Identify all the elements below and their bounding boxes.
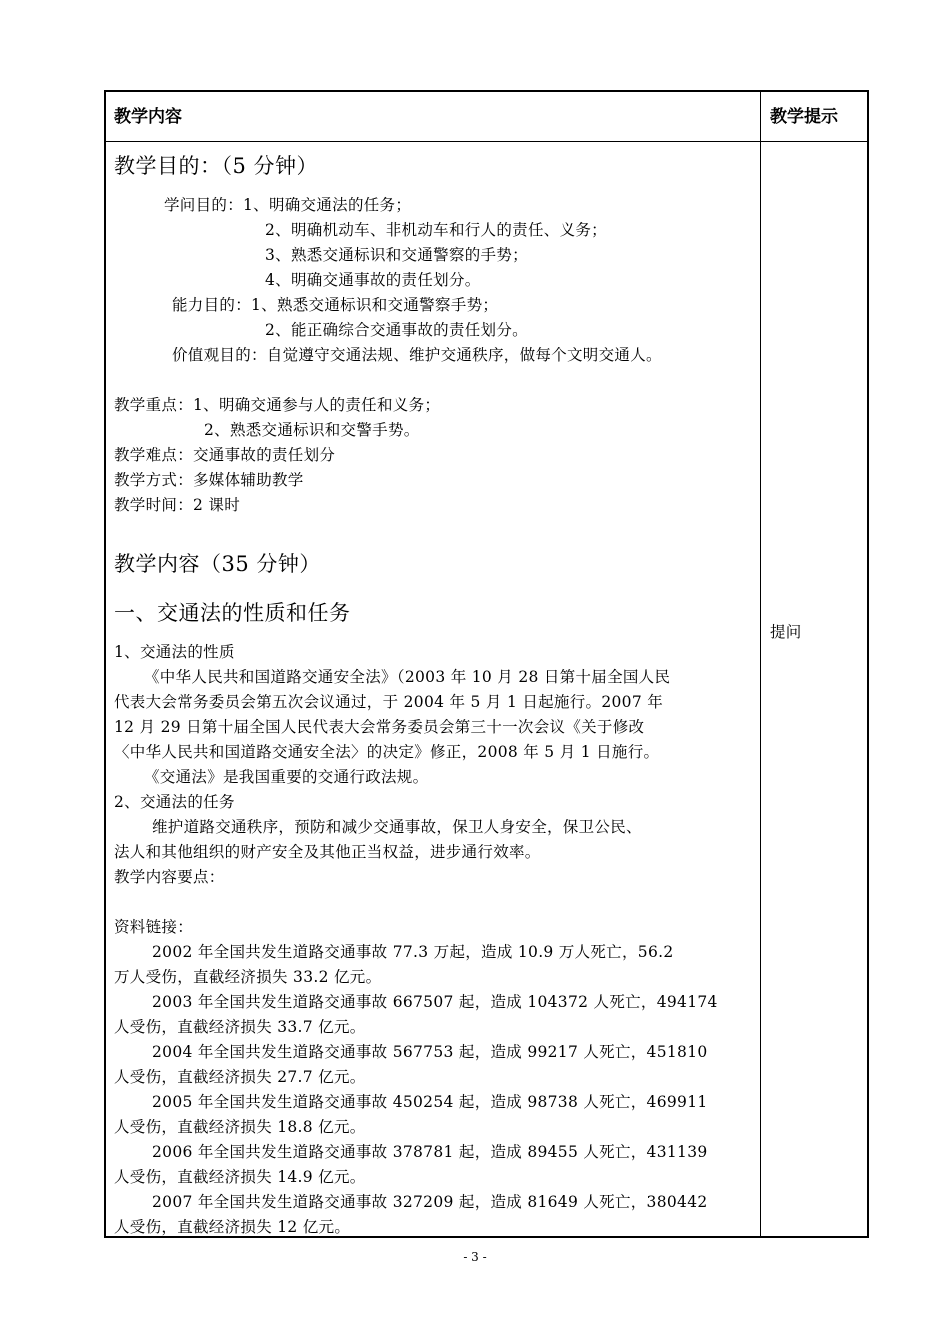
value-objective: 价值观目的：自觉遵守交通法规、维护交通秩序，做每个文明交通人。 [172,346,662,364]
task-title: 2、交通法的任务 [114,793,235,811]
nature-paragraph-line: 〈中华人民共和国道路交通安全法〉的决定》修正，2008 年 5 月 1 日施行。 [114,743,660,761]
stat-line: 人受伤，直截经济损失 14.9 亿元。 [114,1168,366,1186]
knowledge-objective-2: 2、明确机动车、非机动车和行人的责任、义务； [265,221,607,239]
stat-line: 2006 年全国共发生道路交通事故 378781 起，造成 89455 人死亡，431139 [152,1143,708,1161]
teaching-time: 教学时间：2 课时 [114,496,240,514]
content-points-label: 教学内容要点： [114,868,225,886]
column-divider [760,90,761,1238]
objectives-heading: 教学目的：（5 分钟） [114,154,319,178]
header-divider [104,141,869,142]
content-heading: 教学内容（35 分钟） [114,552,321,576]
ability-objective-2: 2、能正确综合交通事故的责任划分。 [265,321,528,339]
nature-paragraph-line: 《中华人民共和国道路交通安全法》（2003 年 10 月 28 日第十届全国人民 [144,668,671,686]
stat-line: 人受伤，直截经济损失 27.7 亿元。 [114,1068,366,1086]
stat-line: 万人受伤，直截经济损失 33.2 亿元。 [114,968,382,986]
stat-line: 人受伤，直截经济损失 18.8 亿元。 [114,1118,366,1136]
nature-paragraph-line: 代表大会常务委员会第五次会议通过，于 2004 年 5 月 1 日起施行。2007 年 [114,693,664,711]
page-number: - 3 - [463,1250,487,1264]
teaching-difficulty: 教学难点：交通事故的责任划分 [114,446,336,464]
hint-tiwen: 提问 [770,623,802,641]
content-column-header: 教学内容 [114,107,182,127]
stat-line: 人受伤，直截经济损失 33.7 亿元。 [114,1018,366,1036]
task-paragraph-line: 维护道路交通秩序，预防和减少交通事故，保卫人身安全，保卫公民、 [152,818,642,836]
key-points-2: 2、熟悉交通标识和交警手势。 [204,421,420,439]
stat-line: 2002 年全国共发生道路交通事故 77.3 万起，造成 10.9 万人死亡，56.2 [152,943,674,961]
nature-paragraph-line: 12 月 29 日第十届全国人民代表大会常务委员会第三十一次会议《关于修改 [114,718,645,736]
knowledge-objective-3: 3、熟悉交通标识和交通警察的手势； [265,246,528,264]
key-points-1: 教学重点：1、明确交通参与人的责任和义务； [114,396,441,414]
knowledge-objective-4: 4、明确交通事故的责任划分。 [265,271,481,289]
nature-paragraph-2: 《交通法》是我国重要的交通行政法规。 [144,768,429,786]
section-1-heading: 一、交通法的性质和任务 [114,601,351,625]
task-paragraph-line: 法人和其他组织的财产安全及其他正当权益，进步通行效率。 [114,843,541,861]
resource-links-title: 资料链接： [114,918,194,936]
stat-line: 2004 年全国共发生道路交通事故 567753 起，造成 99217 人死亡，451810 [152,1043,708,1061]
teaching-method: 教学方式：多媒体辅助教学 [114,471,304,489]
knowledge-objective-1: 学问目的：1、明确交通法的任务； [164,196,412,214]
ability-objective-1: 能力目的：1、熟悉交通标识和交通警察手势； [172,296,499,314]
stat-line: 2007 年全国共发生道路交通事故 327209 起，造成 81649 人死亡，380442 [152,1193,708,1211]
stat-line: 人受伤，直截经济损失 12 亿元。 [114,1218,351,1236]
stat-line: 2003 年全国共发生道路交通事故 667507 起，造成 104372 人死亡，494174 [152,993,718,1011]
hint-column-header: 教学提示 [770,107,838,127]
stat-line: 2005 年全国共发生道路交通事故 450254 起，造成 98738 人死亡，469911 [152,1093,708,1111]
nature-title: 1、交通法的性质 [114,643,235,661]
